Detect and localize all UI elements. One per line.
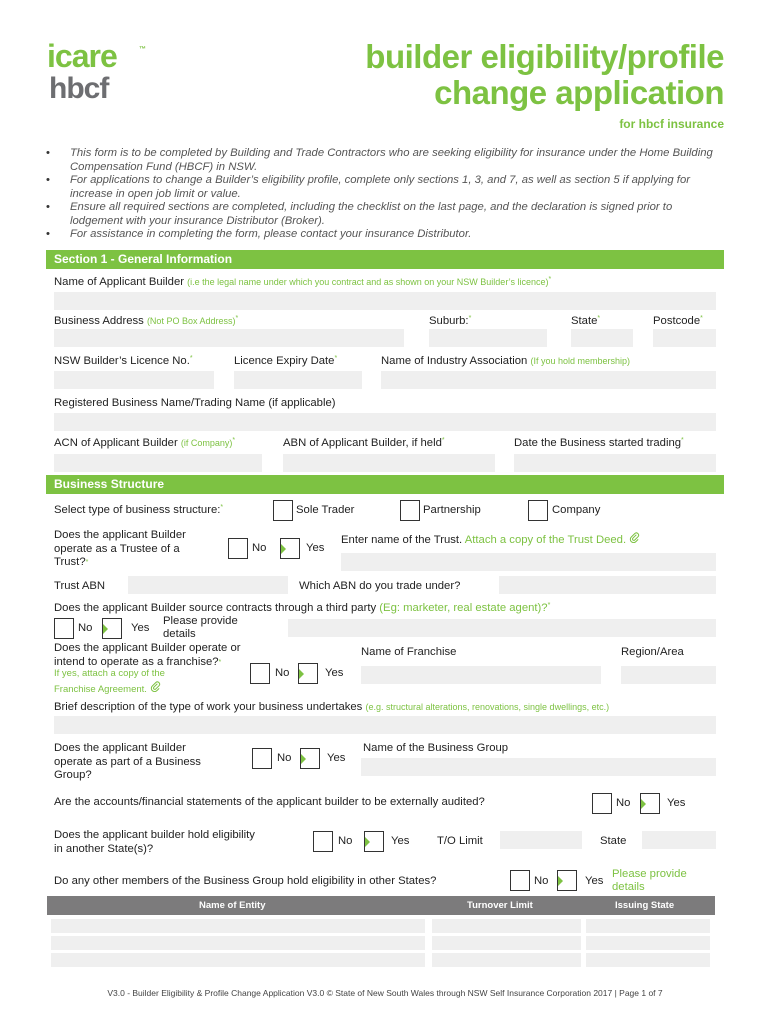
sole-trader-checkbox[interactable] xyxy=(273,500,293,521)
to-limit-field[interactable] xyxy=(500,831,582,849)
trust-name-field[interactable] xyxy=(341,553,716,571)
audited-question: Are the accounts/financial statements of the applicant builder to be externally audited? xyxy=(54,796,485,808)
trustee-yes-checkbox[interactable] xyxy=(280,538,300,559)
trust-abn-label: Trust ABN xyxy=(54,580,106,592)
region-label: Region/Area xyxy=(621,646,684,658)
other-state-label: State xyxy=(600,835,627,847)
trustee-yes-label: Yes xyxy=(306,542,325,554)
group-no-checkbox[interactable] xyxy=(252,748,272,769)
trustee-no-label: No xyxy=(252,542,267,554)
group-members-no-checkbox[interactable] xyxy=(510,870,530,891)
franchise-question: Does the applicant Builder operate or intend to operate as a franchise?* xyxy=(54,642,241,668)
instruction-item: • For applications to change a Builder’s eligibility profile, complete only sections 1, 3, and 7, as well as section 5 if applying for increase in open job limit or value. xyxy=(46,174,726,201)
instruction-item: • Ensure all required sections are completed, including the checklist on the last page, and the declaration is signed prior to lodgement with your insurance Distributor (Broker). xyxy=(46,201,726,228)
suburb-label: Suburb:* xyxy=(429,315,472,327)
group-members-details-label: Please provide details xyxy=(612,868,687,893)
franchise-no-checkbox[interactable] xyxy=(250,663,270,684)
third-party-details-field[interactable] xyxy=(288,619,716,637)
third-party-no-label: No xyxy=(78,622,93,634)
licence-no-label: NSW Builder’s Licence No.* xyxy=(54,355,193,367)
structure-select-label: Select type of business structure:* xyxy=(54,504,224,516)
third-party-details-label: Please provide details xyxy=(163,615,238,640)
group-name-field[interactable] xyxy=(361,758,716,776)
issuing-state-cell[interactable] xyxy=(586,936,710,950)
applicant-name-field[interactable] xyxy=(54,292,716,310)
business-address-field[interactable] xyxy=(54,329,404,347)
business-address-label: Business Address (Not PO Box Address)* xyxy=(54,315,239,327)
col-name-of-entity: Name of Entity xyxy=(199,900,266,911)
company-checkbox[interactable] xyxy=(528,500,548,521)
postcode-field[interactable] xyxy=(653,329,716,347)
date-started-field[interactable] xyxy=(514,454,716,472)
other-state-field[interactable] xyxy=(642,831,716,849)
section-1-header: Section 1 - General Information xyxy=(46,250,724,269)
group-members-no-label: No xyxy=(534,875,549,887)
paperclip-icon xyxy=(150,681,161,692)
franchise-name-field[interactable] xyxy=(361,666,601,684)
entity-name-cell[interactable] xyxy=(51,936,425,950)
business-structure-header: Business Structure xyxy=(46,475,724,494)
audited-no-label: No xyxy=(616,797,631,809)
form-title-line1: builder eligibility/profile xyxy=(365,38,724,75)
state-label: State* xyxy=(571,315,601,327)
col-turnover-limit: Turnover Limit xyxy=(467,900,533,911)
issuing-state-cell[interactable] xyxy=(586,953,710,967)
other-state-question: Does the applicant builder hold eligibility in another State(s)? xyxy=(54,829,255,855)
entity-name-cell[interactable] xyxy=(51,953,425,967)
entity-name-cell[interactable] xyxy=(51,919,425,933)
company-label: Company xyxy=(552,504,601,516)
licence-expiry-field[interactable] xyxy=(234,371,362,389)
licence-expiry-label: Licence Expiry Date* xyxy=(234,355,338,367)
industry-assoc-label: Name of Industry Association (If you hold membership) xyxy=(381,355,630,367)
partnership-label: Partnership xyxy=(423,504,481,516)
postcode-label: Postcode* xyxy=(653,315,703,327)
registered-name-label: Registered Business Name/Trading Name (if applicable) xyxy=(54,397,336,409)
abn-field[interactable] xyxy=(283,454,495,472)
instruction-item: • This form is to be completed by Building and Trade Contractors who are seeking eligibility for insurance under the Home Building Compensation Fund (HBCF) in NSW. xyxy=(46,147,726,174)
turnover-limit-cell[interactable] xyxy=(432,919,581,933)
which-abn-field[interactable] xyxy=(499,576,716,594)
which-abn-label: Which ABN do you trade under? xyxy=(299,580,461,592)
work-desc-label: Brief description of the type of work your business undertakes (e.g. structural alterations, renovations, single dwellings, etc.) xyxy=(54,701,610,713)
hbcf-logo: hbcf xyxy=(49,72,109,105)
group-no-label: No xyxy=(277,752,292,764)
third-party-question: Does the applicant Builder source contracts through a third party (Eg: marketer, real estate agent)?* xyxy=(54,602,551,614)
turnover-limit-cell[interactable] xyxy=(432,953,581,967)
applicant-name-label: Name of Applicant Builder (i.e the legal name under which you contract and as shown on your NSW Builder’s licence)* xyxy=(54,276,552,288)
partnership-checkbox[interactable] xyxy=(400,500,420,521)
other-state-no-checkbox[interactable] xyxy=(313,831,333,852)
other-state-no-label: No xyxy=(338,835,353,847)
trustee-no-checkbox[interactable] xyxy=(228,538,248,559)
region-field[interactable] xyxy=(621,666,716,684)
suburb-field[interactable] xyxy=(429,329,547,347)
audited-no-checkbox[interactable] xyxy=(592,793,612,814)
trust-name-label: Enter name of the Trust. Attach a copy of the Trust Deed. xyxy=(341,532,640,546)
group-yes-checkbox[interactable] xyxy=(300,748,320,769)
other-state-yes-label: Yes xyxy=(391,835,410,847)
registered-name-field[interactable] xyxy=(54,413,716,431)
form-title-line2: change application xyxy=(434,74,724,111)
group-yes-label: Yes xyxy=(327,752,346,764)
business-group-question: Does the applicant Builder operate as part of a Business Group? xyxy=(54,742,201,781)
issuing-state-cell[interactable] xyxy=(586,919,710,933)
franchise-no-label: No xyxy=(275,667,290,679)
to-limit-label: T/O Limit xyxy=(437,835,483,847)
col-issuing-state: Issuing State xyxy=(615,900,675,911)
paperclip-icon xyxy=(629,532,640,543)
audited-yes-label: Yes xyxy=(667,797,686,809)
other-state-yes-checkbox[interactable] xyxy=(364,831,384,852)
franchise-attach-note: If yes, attach a copy of the Franchise Agreement. xyxy=(54,668,165,695)
icare-logo: icare ™ xyxy=(47,38,145,74)
third-party-no-checkbox[interactable] xyxy=(54,618,74,639)
form-subtitle: for hbcf insurance xyxy=(619,117,724,131)
group-name-label: Name of the Business Group xyxy=(363,742,509,754)
turnover-limit-cell[interactable] xyxy=(432,936,581,950)
abn-label: ABN of Applicant Builder, if held* xyxy=(283,437,445,449)
audited-yes-checkbox[interactable] xyxy=(640,793,660,814)
franchise-yes-label: Yes xyxy=(325,667,344,679)
trustee-question: Does the applicant Builder operate as a Trustee of a Trust?* xyxy=(54,529,186,568)
state-field[interactable] xyxy=(571,329,633,347)
acn-field[interactable] xyxy=(54,454,262,472)
trust-abn-field[interactable] xyxy=(128,576,288,594)
page-footer: V3.0 - Builder Eligibility & Profile Change Application V3.0 © State of New South Wales through NSW Self Insurance Corporation 2017 | Page 1 of 7 xyxy=(107,988,663,998)
instruction-item: • For assistance in completing the form, please contact your insurance Distributor. xyxy=(46,228,726,242)
third-party-yes-checkbox[interactable] xyxy=(102,618,122,639)
third-party-yes-label: Yes xyxy=(131,622,150,634)
work-desc-field[interactable] xyxy=(54,716,716,734)
sole-trader-label: Sole Trader xyxy=(296,504,355,516)
acn-label: ACN of Applicant Builder (if Company)* xyxy=(54,437,236,449)
group-members-question: Do any other members of the Business Group hold eligibility in other States? xyxy=(54,875,437,887)
industry-assoc-field[interactable] xyxy=(381,371,716,389)
group-members-yes-checkbox[interactable] xyxy=(557,870,577,891)
instructions-list xyxy=(46,147,726,242)
date-started-label: Date the Business started trading* xyxy=(514,437,684,449)
franchise-yes-checkbox[interactable] xyxy=(298,663,318,684)
franchise-name-label: Name of Franchise xyxy=(361,646,457,658)
entity-table-header xyxy=(47,896,715,915)
group-members-yes-label: Yes xyxy=(585,875,604,887)
licence-no-field[interactable] xyxy=(54,371,214,389)
